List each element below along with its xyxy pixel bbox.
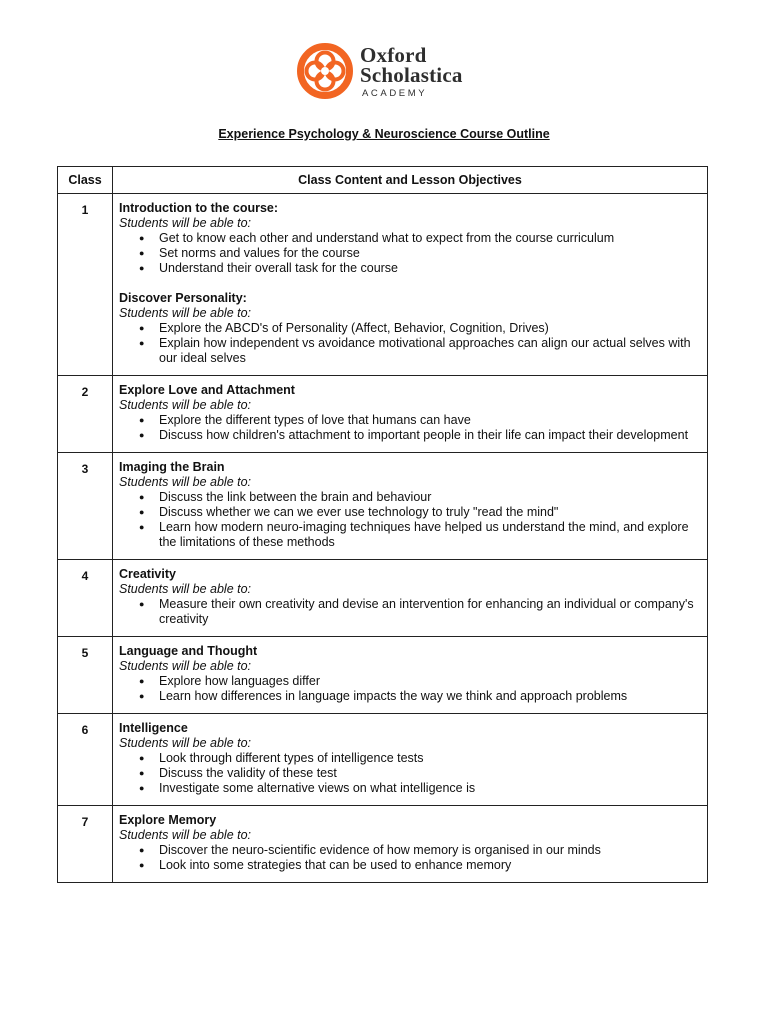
header-content: Class Content and Lesson Objectives (113, 167, 708, 194)
objective-item: ● Understand their overall task for the course (119, 261, 699, 276)
objective-item: ● Discuss the link between the brain and behaviour (119, 490, 699, 505)
lesson-section (119, 721, 699, 796)
lesson-section (119, 813, 699, 873)
objective-list (119, 674, 699, 704)
objective-item: ● Explore the ABCD's of Personality (Affect, Behavior, Cognition, Drives) (119, 321, 699, 336)
table-row (58, 806, 708, 883)
section-subtitle: Students will be able to: (119, 216, 252, 230)
logo-word-oxford: Oxford (360, 43, 427, 67)
objective-item: ● Learn how modern neuro-imaging techniques have helped us understand the mind, and explore the limitations of these methods (119, 520, 699, 550)
section-title: Creativity (119, 567, 176, 581)
section-title: Imaging the Brain (119, 460, 225, 474)
logo-word-academy: ACADEMY (362, 88, 428, 99)
class-content (113, 376, 708, 453)
class-number: 2 (58, 376, 113, 453)
class-number: 1 (58, 194, 113, 376)
table-body (58, 194, 708, 883)
class-content (113, 560, 708, 637)
section-title: Intelligence (119, 721, 188, 735)
table-header-row (58, 167, 708, 194)
lesson-section (119, 644, 699, 704)
objective-item: ● Discuss whether we can we ever use technology to truly "read the mind" (119, 505, 699, 520)
lesson-section (119, 291, 699, 366)
objective-item: ● Discuss how children's attachment to important people in their life can impact their development (119, 428, 699, 443)
section-subtitle: Students will be able to: (119, 736, 252, 750)
class-number: 5 (58, 637, 113, 714)
section-subtitle: Students will be able to: (119, 828, 252, 842)
table-row (58, 194, 708, 376)
lesson-section (119, 460, 699, 550)
lesson-section (119, 567, 699, 627)
document-title: Experience Psychology & Neuroscience Course Outline (218, 127, 550, 141)
class-content (113, 806, 708, 883)
objective-list (119, 597, 699, 627)
class-content (113, 194, 708, 376)
class-number: 3 (58, 453, 113, 560)
header-class: Class (58, 167, 113, 194)
objective-item: ● Look through different types of intelligence tests (119, 751, 699, 766)
objective-item: ● Explore how languages differ (119, 674, 699, 689)
objective-item: ● Investigate some alternative views on what intelligence is (119, 781, 699, 796)
section-title: Discover Personality: (119, 291, 247, 305)
objective-item: ● Discover the neuro-scientific evidence of how memory is organised in our minds (119, 843, 699, 858)
objective-item: ● Learn how differences in language impacts the way we think and approach problems (119, 689, 699, 704)
section-title: Language and Thought (119, 644, 258, 658)
table-row (58, 637, 708, 714)
class-number: 7 (58, 806, 113, 883)
table-row (58, 714, 708, 806)
section-title: Explore Love and Attachment (119, 383, 295, 397)
logo-text (360, 45, 463, 99)
objective-item: ● Explore the different types of love that humans can have (119, 413, 699, 428)
section-subtitle: Students will be able to: (119, 398, 252, 412)
class-number: 4 (58, 560, 113, 637)
table-row (58, 376, 708, 453)
objective-list (119, 413, 699, 443)
course-outline-table (57, 166, 708, 883)
section-subtitle: Students will be able to: (119, 659, 252, 673)
class-content (113, 637, 708, 714)
objective-list (119, 231, 699, 276)
class-content (113, 714, 708, 806)
table-row (58, 560, 708, 637)
objective-item: ● Look into some strategies that can be used to enhance memory (119, 858, 699, 873)
logo-word-scholastica: Scholastica (360, 63, 463, 87)
logo-emblem-icon (297, 43, 353, 99)
section-title: Introduction to the course: (119, 201, 279, 215)
section-subtitle: Students will be able to: (119, 475, 252, 489)
objective-item: ● Set norms and values for the course (119, 246, 699, 261)
objective-item: ● Discuss the validity of these test (119, 766, 699, 781)
table-row (58, 453, 708, 560)
class-number: 6 (58, 714, 113, 806)
section-subtitle: Students will be able to: (119, 306, 252, 320)
oxford-scholastica-logo (297, 43, 463, 99)
objective-list (119, 751, 699, 796)
objective-list (119, 490, 699, 550)
class-content (113, 453, 708, 560)
objective-list (119, 843, 699, 873)
objective-item: ● Explain how independent vs avoidance motivational approaches can align our actual selves with our ideal selves (119, 336, 699, 366)
objective-item: ● Measure their own creativity and devise an intervention for enhancing an individual or company's creativity (119, 597, 699, 627)
objective-item: ● Get to know each other and understand what to expect from the course curriculum (119, 231, 699, 246)
lesson-section (119, 383, 699, 443)
objective-list (119, 321, 699, 366)
lesson-section (119, 201, 699, 276)
section-title: Explore Memory (119, 813, 217, 827)
section-subtitle: Students will be able to: (119, 582, 252, 596)
